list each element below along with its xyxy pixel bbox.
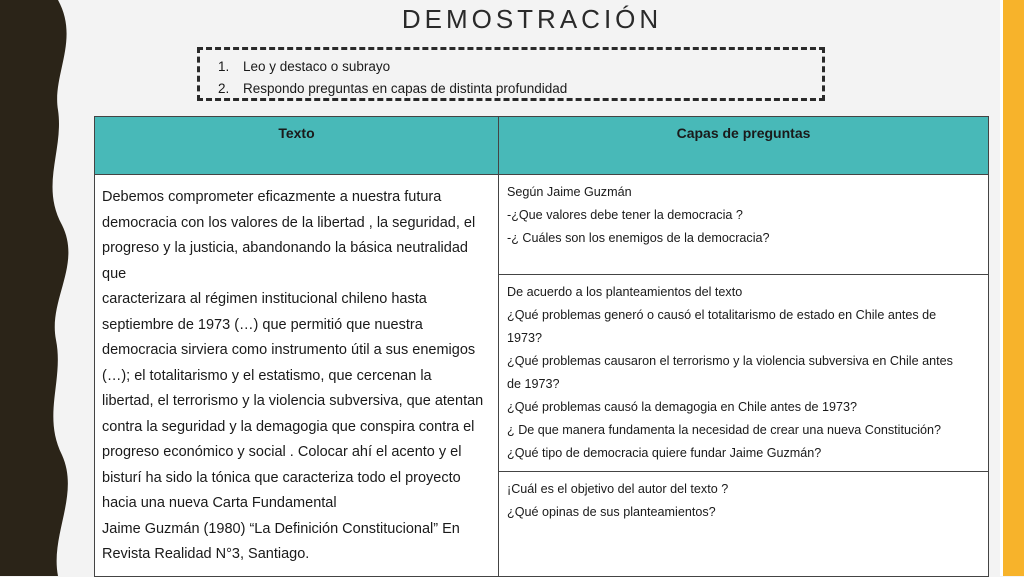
header-questions: Capas de preguntas bbox=[499, 117, 989, 175]
text-line: democracia sirviera como instrumento útil a sus enemigos bbox=[102, 342, 476, 358]
analysis-table bbox=[94, 116, 989, 577]
step-item: 1. Leo y destaco o subrayo bbox=[233, 56, 822, 78]
question-line: de 1973? bbox=[507, 377, 560, 391]
question-layer-1 bbox=[499, 175, 989, 275]
text-line: Debemos comprometer eficazmente a nuestra futura bbox=[102, 189, 442, 205]
text-line: bisturí ha sido la tónica que caracteriza todo el proyecto bbox=[102, 469, 461, 486]
question-line: -¿Que valores debe tener la democracia ? bbox=[507, 208, 743, 222]
question-line: Según Jaime Guzmán bbox=[507, 185, 632, 199]
page-title: DEMOSTRACIÓN bbox=[401, 4, 663, 34]
text-line: (…); el totalitarismo y el estatismo, que cercenan la bbox=[102, 367, 432, 384]
question-line: ¿Qué problemas causaron el terrorismo y la violencia subversiva en Chile antes bbox=[507, 354, 953, 368]
text-line: progreso económico y social . Colocar ahí el acento y el bbox=[102, 444, 462, 460]
question-line: ¿Qué problemas causó la demagogia en Chile antes de 1973? bbox=[507, 400, 858, 414]
steps-box bbox=[197, 47, 825, 101]
question-line: 1973? bbox=[507, 331, 543, 345]
question-line: ¡Cuál es el objetivo del autor del texto ? bbox=[507, 482, 729, 496]
citation-line: Jaime Guzmán (1980) “La Definición Constitucional” En bbox=[102, 520, 460, 537]
text-line: hacia una nueva Carta Fundamental bbox=[102, 495, 337, 511]
question-line: ¿Qué tipo de democracia quiere fundar Jaime Guzmán? bbox=[507, 446, 822, 460]
accent-band bbox=[1003, 0, 1024, 576]
step-item: 2. Respondo preguntas en capas de distinta profundidad bbox=[233, 78, 822, 100]
question-layer-3 bbox=[499, 472, 989, 577]
text-line: caracterizara al régimen institucional chileno hasta bbox=[102, 291, 427, 307]
text-line: contra la seguridad y la demagogia que conspira contra el bbox=[102, 418, 475, 435]
steps-list bbox=[200, 50, 822, 100]
wavy-border-decoration bbox=[0, 0, 80, 576]
question-line: ¿Qué opinas de sus planteamientos? bbox=[507, 505, 716, 519]
question-line: -¿ Cuáles son los enemigos de la democracia? bbox=[507, 231, 770, 245]
citation-line: Revista Realidad N°3, Santiago. bbox=[102, 546, 310, 562]
text-line: septiembre de 1973 (…) que permitió que nuestra bbox=[102, 316, 423, 333]
question-line: ¿Qué problemas generó o causó el totalitarismo de estado en Chile antes de bbox=[507, 308, 937, 322]
header-text: Texto bbox=[95, 117, 499, 175]
question-line: ¿ De que manera fundamenta la necesidad de crear una nueva Constitución? bbox=[507, 423, 942, 437]
text-line: democracia con los valores de la libertad , la seguridad, el bbox=[102, 214, 476, 231]
text-line: progreso y la justicia, abandonando la básica neutralidad que bbox=[102, 240, 468, 282]
question-layer-2 bbox=[499, 275, 989, 472]
text-line: libertad, el terrorismo y la violencia subversiva, que atentan bbox=[102, 393, 484, 409]
table-header-row bbox=[95, 117, 989, 175]
table-row bbox=[95, 175, 989, 275]
quote-text-cell bbox=[95, 175, 499, 577]
question-line: De acuerdo a los planteamientos del texto bbox=[507, 285, 743, 299]
